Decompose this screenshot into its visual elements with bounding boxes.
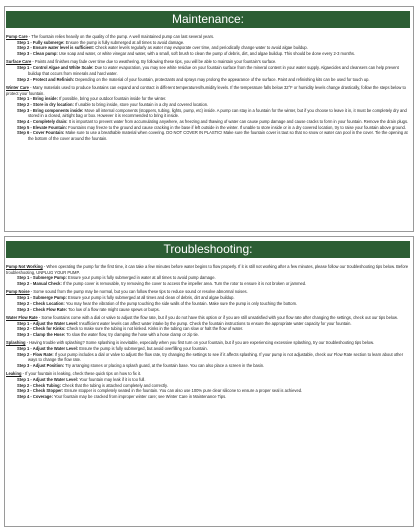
step-label: Step 1 - Bring inside: — [17, 96, 58, 102]
winter-care-heading: Winter Care — [6, 84, 29, 90]
leaking-heading: Leaking — [6, 371, 22, 377]
step-label: Step 3 - Check Flow Rate: — [17, 306, 68, 312]
step-text: Too low of a flow rate might cause spews or burps. — [67, 306, 160, 312]
step-label: Step 2 - Store in dry location: — [17, 101, 74, 107]
step-text: Insufficient water levels can affect water intake by the pump. Check the fountain instructions to ensure the appropriate water capacity for your fountain. — [78, 320, 352, 326]
step-label: Step 1 - Control Algae and White Scale: — [17, 65, 94, 71]
winter-care-intro: - Many materials used to produce fountains can expand and contract in different temperatures/humidity levels. If the temperature falls below 32°F or humidity levels change drastically, follow the steps below to protect your fountain. — [6, 84, 406, 96]
step-label: Step 2 - Check Location: — [17, 300, 65, 306]
surface-care-intro: - Paints and finishes may fade over time due to weathering. By following these tips, you will be able to maintain your fountain's surface. — [31, 59, 277, 65]
step-text: Fountains may freeze to the ground and cause cracking in the base if left outside in the winter. If unable to store inside or in a dry covered location, try to raise your fountain above ground. — [67, 124, 406, 130]
step-text: Ensure the pump is fully submerged at all times to avoid damage. — [64, 39, 185, 45]
pump-not-working-heading: Pump Not Working — [6, 264, 43, 269]
step-label: Step 5 - Elevate Fountain: — [17, 124, 68, 130]
step-label: Step 3 - Clamp the Hose: — [17, 331, 66, 337]
step-text: Check that the tubing is attached completely and correctly. — [61, 382, 168, 388]
step-text: You may hear the vibration of the pump touching the side walls of the fountain. Make sure the pump is only touching the bottom. — [64, 300, 298, 306]
step-label: Step 2 - Protect and Refinish: — [17, 76, 75, 82]
step-label: Step 3 - Adjust Position: — [17, 363, 65, 369]
step-text: Try arranging stones or placing a splash guard, at the fountain base. You can also place a screen in the basin. — [64, 363, 265, 369]
step-text: If unable to bring inside, store your fountain in a dry and covered location. — [73, 101, 209, 107]
step-text: If the pump cover is removable, try removing the cover to access the impeller area. Turn the rotor to ensure it is not broken or jammed. — [61, 281, 307, 287]
water-flow-rate-section — [6, 315, 410, 338]
step-text: Ensure the pump is fully submerged, but avoid overfilling your fountain. — [78, 345, 208, 351]
pump-care-section — [6, 34, 410, 57]
pump-care-heading: Pump Care — [6, 34, 28, 39]
step-label: Step 2 - Check for Kinks: — [17, 326, 66, 332]
water-flow-rate-intro: - Some fountains come with a dial or valve to adjust the flow rate, but if you do not have this option or if you are still unsatisfied with your flow rate after changing the settings, check out our tips below. — [37, 314, 398, 320]
step-label: Step 1 - Adjust the Water Level: — [17, 320, 79, 326]
step-text: Your fountain may be cracked from improper winter care; see Winter Care in Maintenance Tips. — [52, 394, 227, 400]
step-label: Step 6 - Cover Fountain: — [17, 130, 65, 136]
step-text: Ensure your pump is fully submerged at all times and clean of debris, dirt and algae buildup. — [66, 295, 235, 301]
step-text: Ensure stopper is completely seated in the fountain. You can also use 100% pure clear silicone to ensure a proper seal is achieved. — [63, 388, 303, 394]
pump-noise-heading: Pump Noise — [6, 289, 30, 295]
troubleshooting-title: Troubleshooting: — [163, 242, 253, 256]
step-text: Make sure to use a breathable material when covering. DO NOT COVER IN PLASTIC! Make sure the fountain cover is taut so that no snow or water can pool in the cover. Tie the opening at the bottom of the cover around the fountain. — [28, 130, 408, 142]
step-text: Move all internal components (stoppers, tubing, lights, pump, etc) inside. A pump can stay in a fountain for the winter, but if you choose to leave it in, it must be completely dry and stored in a closed, airtight bag or box. However it is recommended to bring it inside. — [28, 107, 407, 119]
maintenance-title: Maintenance: — [171, 12, 245, 26]
step-text: To slow the water flow, try clamping the hose with a hose clamp or zip tie. — [65, 331, 199, 337]
step-label: Step 2 - Flow Rate: — [17, 351, 54, 357]
surface-care-section — [6, 59, 410, 82]
step-text: If possible, bring your outdoor fountain inside for the winter. — [57, 96, 167, 102]
splashing-heading: Splashing — [6, 340, 26, 346]
water-flow-rate-heading: Water Flow Rate — [6, 314, 38, 320]
step-text: Depending on the material of your fountain, protectants and sprays may prolong the appearance of the surface. Paint and refinishing kits can be used for touch up. — [74, 76, 370, 82]
step-text: Ensure your pump is fully submerged in water at all times to avoid pump damage. — [66, 275, 216, 281]
splashing-section — [6, 340, 410, 369]
pump-not-working-section — [6, 264, 410, 287]
step-label: Step 1 - Adjust the Water Level: — [17, 345, 79, 351]
step-text: Due to water evaporation, you may see white residue on your fountain surface from the mineral content in your water supply. Algaecides and cleansers can help prevent buildup that occurs from minerals and hard water. — [28, 65, 399, 76]
step-text: It is important to prevent water from accumulating anywhere, as freezing and thawing of water can cause pump damage and cause cracks to form in your fountain. Remove the drain plugs. — [67, 119, 409, 125]
pump-not-working-intro: - When operating the pump for the first time, it can take a few minutes before water begins to flow properly. If it is still not working after a few minutes, please follow our troubleshooting tips below. Before troubleshooting, UNPLUG YOUR PUMP. — [6, 264, 409, 275]
step-text: Check to make sure the tubing is not kinked. Kinks in the tubing can slow or halt the flow of water. — [65, 326, 244, 332]
pump-care-intro: - The fountain relies heavily on the quality of the pump. A well maintained pump can last several years. — [27, 34, 215, 39]
step-label: Step 2 - Ensure water level is sufficient: — [17, 45, 95, 51]
winter-care-section — [6, 85, 410, 142]
step-text: Your fountain may leak if it is too full. — [78, 377, 146, 383]
leaking-intro: - If your fountain is leaking, check these quick tips on how to fix it. — [21, 371, 142, 377]
maintenance-banner — [6, 11, 410, 28]
step-label: Step 4 - Coverage: — [17, 394, 53, 400]
step-label: Step 3 - Clean pump: — [17, 51, 58, 57]
step-label: Step 2 - Manual Check: — [17, 281, 62, 287]
step-label: Step 3 - Check Stopper: — [17, 388, 64, 394]
troubleshooting-content — [6, 264, 410, 402]
maintenance-content — [6, 34, 410, 144]
leaking-section — [6, 371, 410, 400]
step-label: Step 1 - Submerge Pump: — [17, 295, 67, 301]
step-text: Use soap and water, or white vinegar and water, with a small, soft brush to clean the pump of debris, dirt, and algae buildup. This should be done every 2-3 months. — [57, 51, 356, 57]
step-label: Step 1 - Fully submerge: — [17, 39, 65, 45]
step-text: Check water levels regularly as water may evaporate over time, and periodically change water to avoid algae buildup. — [94, 45, 308, 51]
step-label: Step 2 - Check Tubing: — [17, 382, 62, 388]
surface-care-heading: Surface Care — [6, 59, 32, 65]
troubleshooting-banner — [6, 241, 410, 258]
step-label: Step 4 - Completely drain: — [17, 119, 68, 125]
step-text: If your pump includes a dial or valve to adjust the flow rate, try changing the settings to see if it affects splashing. If your pump is not adjustable, check our Flow Rate section to learn about other ways to change the flow rate. — [28, 351, 404, 363]
pump-noise-intro: - Some sound from the pump may be normal, but you can follow these tips to reduce sound or resolve abnormal noises. — [29, 289, 248, 295]
step-label: Step 3 - Bring components inside: — [17, 107, 84, 113]
splashing-intro: - Having trouble with splashing? Some splashing is inevitable, especially when you first turn on your fountain, but if you are experiencing excessive splashing, try our troubleshooting tips below. — [25, 340, 374, 346]
pump-noise-section — [6, 289, 410, 312]
step-label: Step 1 - Submerge Pump: — [17, 275, 67, 281]
step-label: Step 1 - Adjust the Water Level: — [17, 377, 79, 383]
